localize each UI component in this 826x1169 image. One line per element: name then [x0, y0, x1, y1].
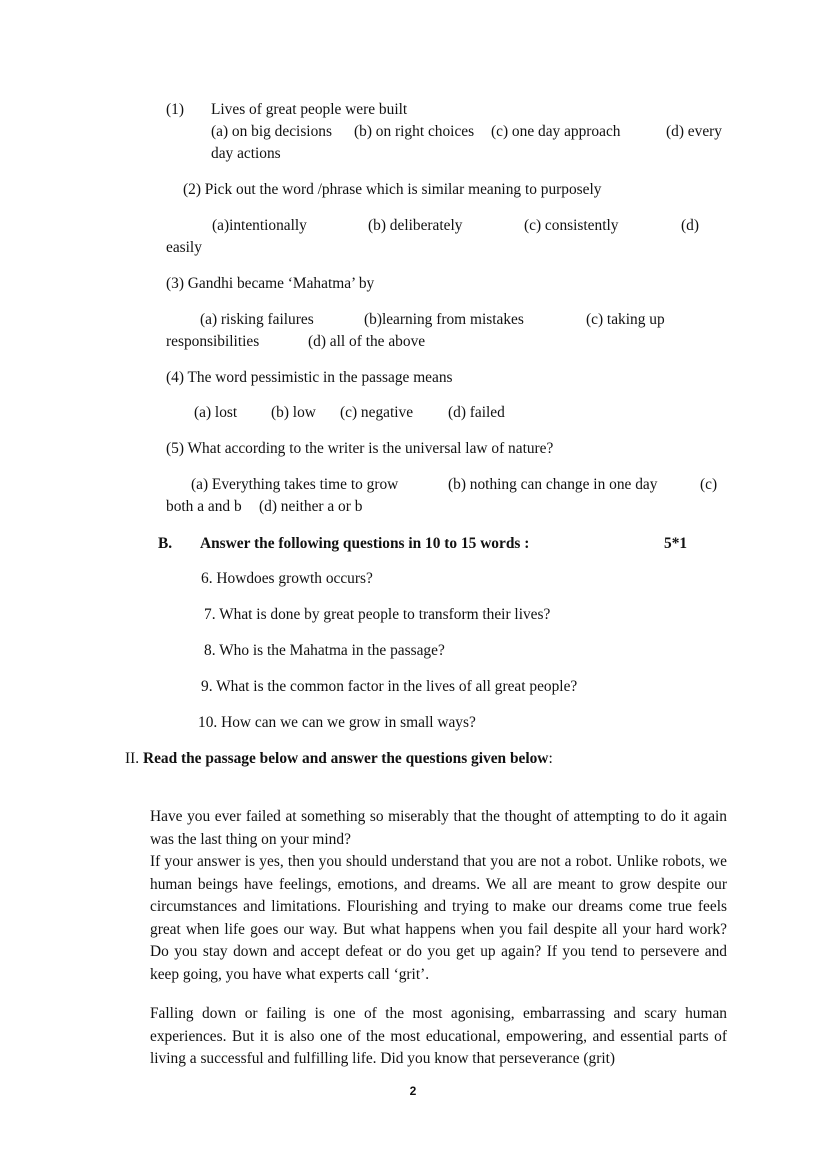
q5-option-b: (b) nothing can change in one day [448, 476, 658, 493]
q3-option-d: (d) all of the above [308, 333, 426, 350]
section-ii-title: Read the passage below and answer the questions given below [142, 750, 549, 767]
question-8: 8. Who is the Mahatma in the passage? [204, 642, 445, 659]
q5-option-c-continued: both a and b [166, 498, 242, 515]
passage-paragraph-1-line-2: If your answer is yes, then you should understand that you are not a robot. Unlike robots, we human beings have feelings, emotions, and dreams. We all are meant to grow despite our circumstances and limitations. Flourishing and trying to make our dreams come true feels great when life goes our way. But what happens when you fail despite all your hard work? Do you stay down and accept defeat or do you get up again? If you tend to persevere and keep going, you have what experts call ‘grit’. [150, 853, 727, 983]
q5-stem: (5) What according to the writer is the universal law of nature? [166, 440, 554, 457]
section-ii-colon: : [548, 750, 553, 767]
q4-option-c: (c) negative [340, 404, 414, 421]
section-b-label: B. [158, 535, 173, 552]
q5-option-a: (a) Everything takes time to grow [191, 476, 399, 493]
section-b-heading: Answer the following questions in 10 to 15 words : [200, 535, 530, 552]
q2-stem: (2) Pick out the word /phrase which is similar meaning to purposely [183, 181, 602, 198]
q3-stem: (3) Gandhi became ‘Mahatma’ by [166, 275, 375, 292]
q1-number: (1) [166, 101, 184, 118]
question-10: 10. How can we can we grow in small ways? [198, 714, 476, 731]
q3-option-b: (b)learning from mistakes [364, 311, 524, 328]
q1-option-a: (a) on big decisions [211, 123, 332, 140]
q3-option-a: (a) risking failures [200, 311, 314, 328]
q1-option-c: (c) one day approach [491, 123, 621, 140]
question-6: 6. Howdoes growth occurs? [201, 570, 373, 587]
passage-paragraph-1-line-1: Have you ever failed at something so miserably that the thought of attempting to do it again was the last thing on your mind? [150, 808, 727, 848]
q2-option-c: (c) consistently [524, 217, 619, 234]
question-7: 7. What is done by great people to transform their lives? [204, 606, 551, 623]
section-ii-numeral: II. [125, 750, 143, 767]
section-b-marks: 5*1 [664, 535, 688, 552]
page-number: 2 [409, 1084, 417, 1098]
q4-option-b: (b) low [271, 404, 316, 421]
q1-stem: Lives of great people were built [211, 101, 408, 118]
q4-stem: (4) The word pessimistic in the passage means [166, 369, 453, 386]
passage-paragraph-2 [150, 1003, 727, 1071]
q1-option-d: (d) every [666, 123, 722, 140]
q1-option-d-continued: day actions [211, 145, 281, 162]
q2-option-d: (d) [681, 217, 699, 234]
q1-option-b: (b) on right choices [354, 123, 475, 140]
q5-option-d: (d) neither a or b [259, 498, 363, 515]
q4-option-d: (d) failed [448, 404, 505, 421]
q3-option-c: (c) taking up [586, 311, 665, 328]
question-9: 9. What is the common factor in the lives of all great people? [201, 678, 578, 695]
q4-option-a: (a) lost [194, 404, 238, 421]
q5-option-c: (c) [700, 476, 718, 493]
passage-paragraph-2-text: Falling down or failing is one of the most agonising, embarrassing and scary human experiences. But it is also one of the most educational, empowering, and essential parts of living a successful and fulfilling life. Did you know that perseverance (grit) [150, 1005, 727, 1067]
section-ii-heading [125, 748, 553, 770]
q2-option-d-continued: easily [166, 239, 202, 256]
q2-option-b: (b) deliberately [368, 217, 463, 234]
passage-paragraph-1 [150, 806, 727, 986]
q3-option-c-continued: responsibilities [166, 333, 260, 350]
q2-option-a: (a)intentionally [212, 217, 307, 234]
